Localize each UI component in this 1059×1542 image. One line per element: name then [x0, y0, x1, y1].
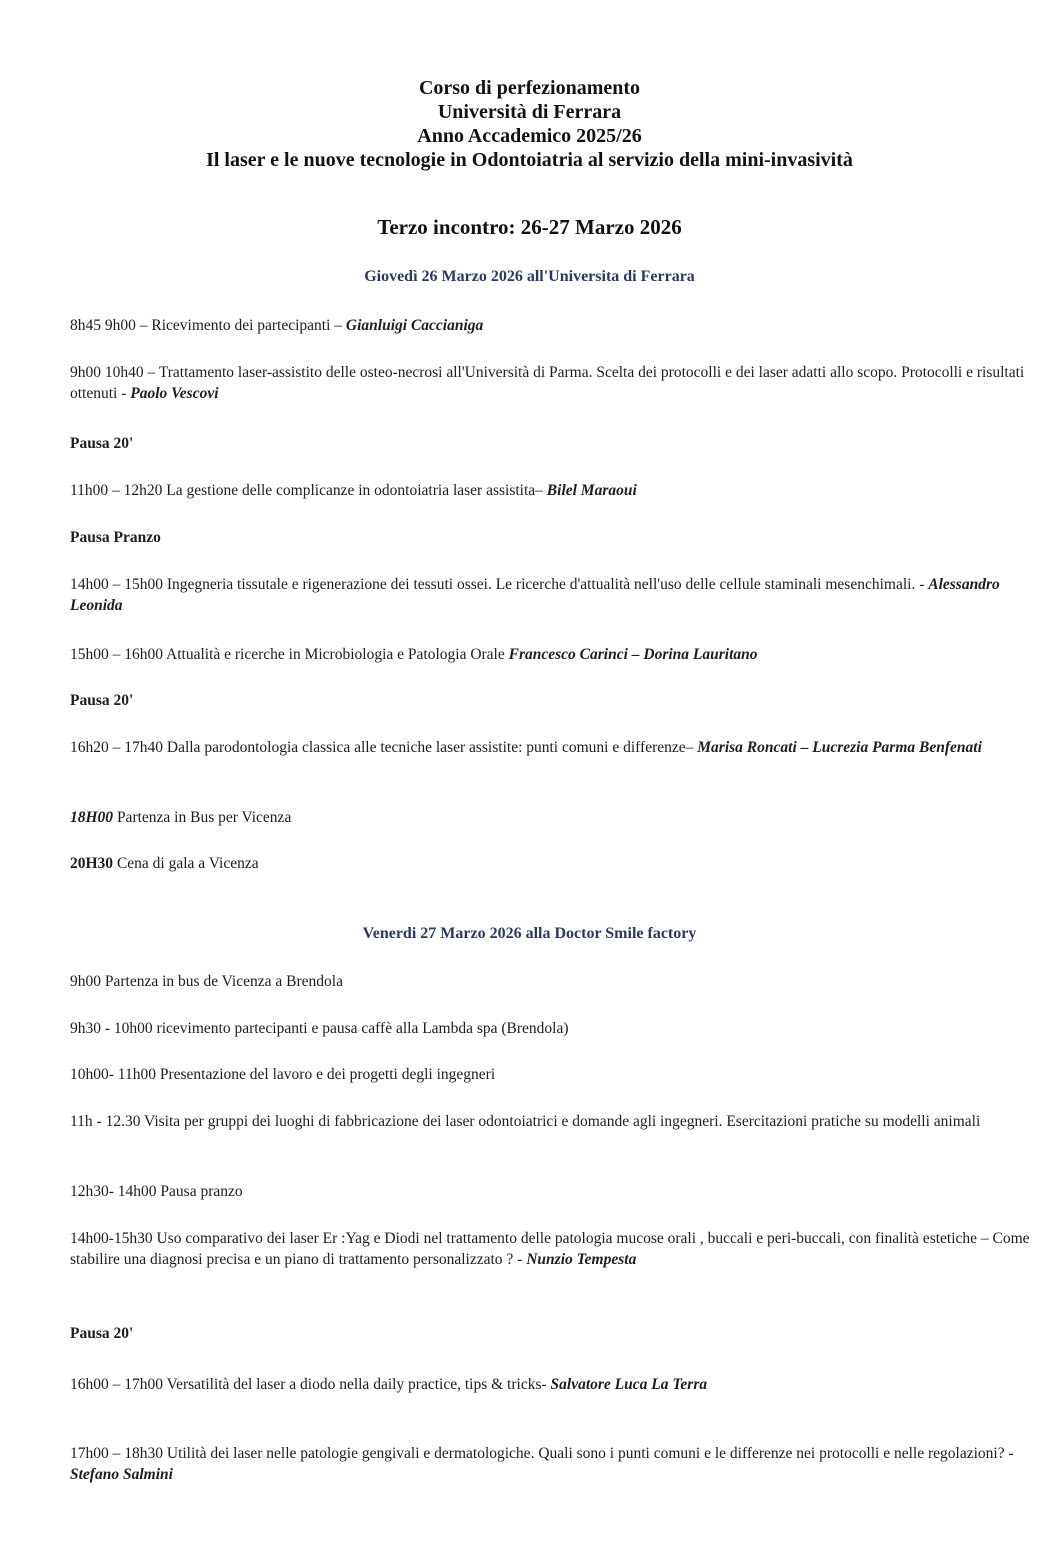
- schedule-item: [70, 1018, 1030, 1039]
- schedule-item: [70, 1111, 1030, 1132]
- item-text: 8h45 9h00 – Ricevimento dei partecipanti –: [70, 317, 346, 334]
- speaker-name: Bilel Maraoui: [546, 482, 637, 499]
- speaker-name: Nunzio Tempesta: [526, 1251, 637, 1268]
- speaker-name: Gianluigi Caccianiga: [345, 317, 484, 334]
- item-text: 9h00 10h40 – Trattamento laser-assistito delle osteo-necrosi all'Università di Parma. Scelta dei protocolli e dei laser adatti allo scopo. Protocolli e risultati ottenuti -: [70, 364, 1025, 402]
- item-time: 20H30: [70, 855, 114, 872]
- schedule-item: [70, 1228, 1030, 1270]
- schedule-item: [70, 1181, 1030, 1202]
- item-time: 18H00: [70, 809, 114, 826]
- course-title: Il laser e le nuove tecnologie in Odontoiatria al servizio della mini-invasività: [206, 149, 853, 171]
- schedule-item: [70, 971, 1030, 992]
- item-text: 16h20 – 17h40 Dalla parodontologia classica alle tecniche laser assistite: punti comuni e differenze–: [70, 739, 698, 756]
- course-type: Corso di perfezionamento: [418, 77, 641, 99]
- item-text: 17h00 – 18h30 Utilità dei laser nelle patologie gengivali e dermatologiche. Quali sono i punti comuni e le differenze nei protocolli e nelle regolazioni? -: [70, 1445, 1014, 1462]
- break-label: Pausa Pranzo: [70, 529, 161, 546]
- speaker-name: Francesco Carinci – Dorina Lauritano: [508, 646, 758, 663]
- item-text: 10h00- 11h00 Presentazione del lavoro e dei progetti degli ingegneri: [70, 1066, 496, 1083]
- item-text: 11h00 – 12h20 La gestione delle complicanze in odontoiatria laser assistita–: [70, 482, 547, 499]
- break-label: Pausa 20': [70, 435, 134, 452]
- item-text: 12h30- 14h00 Pausa pranzo: [70, 1183, 243, 1200]
- break-label: Pausa 20': [70, 692, 134, 709]
- schedule-item: [70, 737, 1030, 758]
- meeting-title: Terzo incontro: 26-27 Marzo 2026: [377, 215, 682, 239]
- schedule-item: [70, 1374, 1030, 1395]
- schedule-item: [70, 362, 1030, 404]
- schedule-item: [70, 853, 1030, 874]
- schedule-item: [70, 574, 1030, 616]
- item-text: Cena di gala a Vicenza: [113, 855, 259, 872]
- item-text: 16h00 – 17h00 Versatilità del laser a diodo nella daily practice, tips & tricks-: [70, 1376, 551, 1393]
- speaker-name: Alessandro Leonida: [70, 576, 1000, 614]
- day1-title: Giovedì 26 Marzo 2026 all'Universita di Ferrara: [364, 268, 695, 285]
- item-text: 14h00 – 15h00 Ingegneria tissutale e rigenerazione dei tessuti ossei. Le ricerche d'attualità nell'uso delle cellule staminali mesenchimali. -: [70, 576, 929, 593]
- schedule-item: [70, 644, 1030, 665]
- item-text: Partenza in Bus per Vicenza: [113, 809, 292, 826]
- schedule-item: [70, 315, 1030, 336]
- university-name: Università di Ferrara: [437, 101, 622, 123]
- item-text: 14h00-15h30 Uso comparativo dei laser Er :Yag e Diodi nel trattamento delle patologia mucose orali , buccali e peri-buccali, con finalità estetiche – Come stabilire una diagnosi precisa e un piano di trattamento personalizzato ? -: [70, 1230, 1030, 1268]
- schedule-item: [70, 480, 1030, 501]
- speaker-name: Paolo Vescovi: [130, 385, 219, 402]
- item-text: 11h - 12.30 Visita per gruppi dei luoghi di fabbricazione dei laser odontoiatrici e domande agli ingegneri. Esercitazioni pratiche su modelli animali: [70, 1113, 981, 1130]
- speaker-name: Salvatore Luca La Terra: [550, 1376, 708, 1393]
- schedule-item: [70, 807, 1030, 828]
- course-header: [0, 76, 1059, 172]
- item-text: 15h00 – 16h00 Attualità e ricerche in Microbiologia e Patologia Orale: [70, 646, 509, 663]
- break-label: Pausa 20': [70, 1325, 134, 1342]
- schedule-item: [70, 1443, 1030, 1485]
- speaker-name: Stefano Salmini: [70, 1466, 173, 1483]
- speaker-name: Marisa Roncati – Lucrezia Parma Benfenati: [697, 739, 982, 756]
- item-text: 9h00 Partenza in bus de Vicenza a Brendola: [70, 973, 343, 990]
- day2-title: Venerdi 27 Marzo 2026 alla Doctor Smile factory: [362, 925, 697, 942]
- item-text: 9h30 - 10h00 ricevimento partecipanti e pausa caffè alla Lambda spa (Brendola): [70, 1020, 569, 1037]
- academic-year: Anno Accademico 2025/26: [417, 125, 642, 147]
- schedule-item: [70, 1064, 1030, 1085]
